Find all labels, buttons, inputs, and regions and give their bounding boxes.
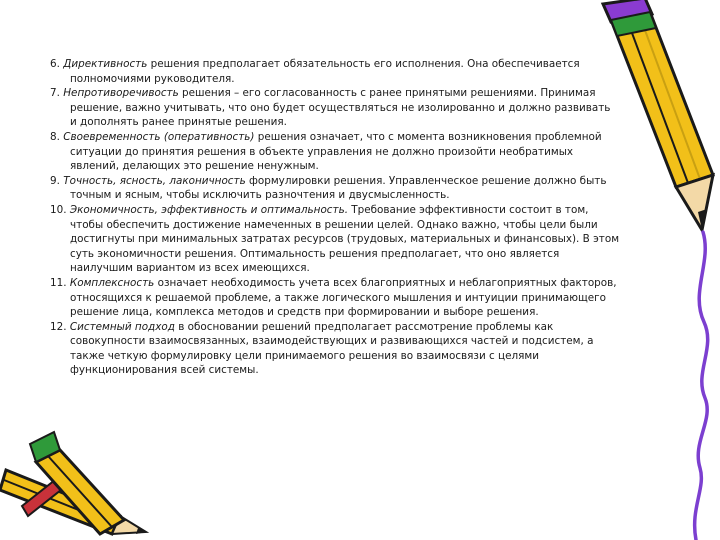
item-text: в обосновании решений предполагает рассмотрение проблемы как совокупности взаимосвязанных, взаимодействующих и развивающихся частей и подсистем, а также четкую формулировку цели принимаемого решения во взаимосвязи с целями функционирования всей системы. bbox=[70, 320, 594, 377]
list-item bbox=[50, 203, 620, 276]
list-item bbox=[50, 174, 620, 203]
list-item bbox=[50, 86, 620, 130]
item-term: Экономичность, эффективность и оптимальность. bbox=[69, 203, 348, 216]
item-text: Требование эффективности состоит в том, чтобы обеспечить достижение намеченных в решении целей. Однако важно, чтобы цели были достигнуты при минимальных затратах ресурсов (трудовых, материальных и финансовых). В этом суть экономичности решения. Оптимальность решения предполагает, что оно является наилучшим вариантом из всех имеющихся. bbox=[70, 203, 620, 275]
item-number: 9. bbox=[50, 174, 60, 187]
item-number: 12. bbox=[50, 320, 67, 333]
item-number: 7. bbox=[50, 87, 60, 100]
item-term: Системный подход bbox=[69, 320, 175, 333]
item-text: означает необходимость учета всех благоприятных и неблагоприятных факторов, относящихся к решаемой проблеме, а также логического мышления и интуиции принимающего решение лица, комплекса методов и средств при формировании и выборе решения. bbox=[70, 276, 617, 319]
item-text: формулировки решения. Управленческое решение должно быть точным и ясным, чтобы исключить разночтения и двусмысленность. bbox=[70, 174, 607, 202]
item-number: 6. bbox=[50, 58, 60, 70]
item-text: решения – его согласованность с ранее принятыми решениями. Принимая решение, важно учитывать, что оно будет осуществляться не изолированно и должно развивать и дополнять ранее принятые решения. bbox=[70, 87, 611, 129]
item-text: решения означает, что с момента возникновения проблемной ситуации до принятия решения в объекте управления не должно произойти необратимых явлений, делающих это решение ненужным. bbox=[70, 130, 602, 173]
item-term: Директивность bbox=[63, 58, 148, 70]
item-text: решения предполагает обязательность его исполнения. Она обеспечивается полномочиями руководителя. bbox=[70, 58, 580, 85]
item-number: 11. bbox=[50, 276, 67, 289]
item-number: 8. bbox=[50, 130, 60, 143]
item-term: Непротиворечивость bbox=[63, 87, 179, 100]
item-number: 10. bbox=[50, 203, 67, 216]
item-term: Комплексность bbox=[69, 276, 155, 289]
item-term: Своевременность (оперативность) bbox=[63, 130, 255, 143]
list-item bbox=[50, 276, 620, 320]
document-body bbox=[50, 57, 620, 378]
list-item bbox=[50, 320, 620, 378]
list-item bbox=[50, 130, 620, 174]
list-item bbox=[50, 57, 620, 86]
item-term: Точность, ясность, лаконичность bbox=[63, 174, 246, 187]
